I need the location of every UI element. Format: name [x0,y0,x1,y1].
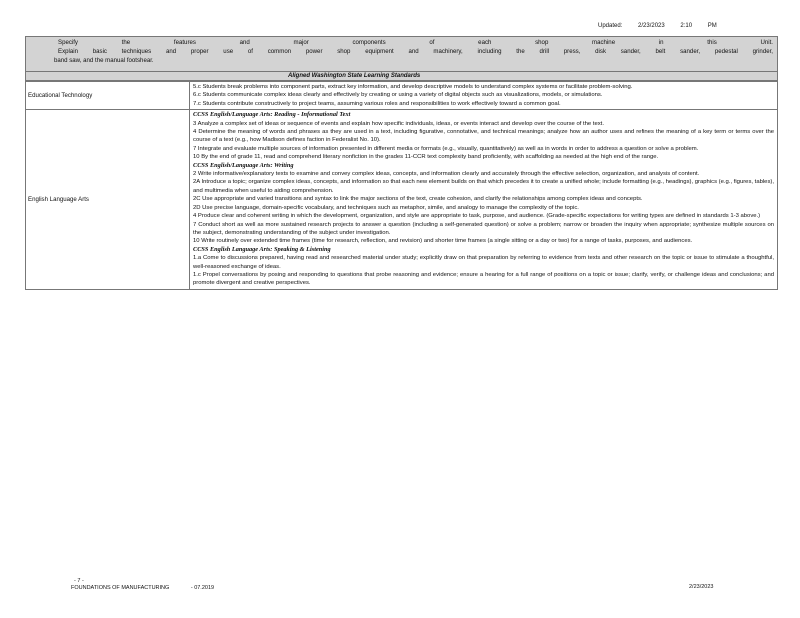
objective-item [30,47,773,56]
footer-date: 2/23/2023 [689,584,714,590]
footer-version: - 07.2019 [190,585,215,591]
objective-text: Explain basic techniques and proper use of common power shop equipment and machinery, including the drill press, disk sander, belt sander, pedestal grinder, [58,48,773,56]
standard-item: 2 Write informative/explanatory texts to examine and convey complex ideas, concepts, and information clearly and accurately through the effective selection, organization, and analysis of content. [193,171,700,178]
standard-item: 7 Conduct short as well as more sustained research projects to answer a question (including a self-generated question) or solve a problem; narrow or broaden the inquiry when appropriate; synthesize multiple sources on the subject, demonstrating understanding of the subject under investigation. [193,221,774,236]
standards-frame [25,36,778,290]
bullet-icon [30,47,58,56]
subject-cell: Educational Technology [26,82,190,110]
standard-item: 2D Use precise language, domain-specific vocabulary, and techniques such as metaphor, simile, and analogy to manage the complexity of the topic. [193,204,579,211]
standard-item: 3 Analyze a complex set of ideas or sequence of events and explain how specific individuals, ideas, or events interact and develop over the course of the text. [193,120,604,127]
page-number: - 7 - [74,578,84,584]
objectives-box [25,36,778,72]
footer-course-line [71,585,214,592]
standard-item: 1.c Propel conversations by posing and responding to questions that probe reasoning and evidence; ensure a hearing for a full range of positions on a topic or issue; clarify, verify, or challenge ideas and conclusions; and promote divergent and creative perspectives. [193,271,774,287]
objective-item [30,38,773,47]
standards-group-heading: CCSS English/Language Arts: Writing [193,161,294,169]
table-row [26,82,778,110]
standard-item: 7 Integrate and evaluate multiple sources of information presented in different media or formats (e.g., visually, quantitatively) as well as in words in order to address a question or solve a problem. [193,145,699,152]
updated-label: Updated: [598,23,623,29]
subject-cell: English Language Arts [26,110,190,290]
standard-item: 10 Write routinely over extended time frames (time for research, reflection, and revision) and shorter time frames (a single sitting or a day or two) for a range of tasks, purposes, and audiences. [193,238,693,245]
updated-time: 2:10 [680,23,693,29]
aligned-standards-heading [25,72,778,81]
updated-date: 2/23/2023 [638,23,665,29]
standard-item: 6.c Students communicate complex ideas clearly and effectively by creating or using a variety of digital objects such as visualizations, models, or simulations. [193,92,603,99]
bullet-icon [30,38,58,47]
standard-item: 7.c Students contribute constructively to project teams, assuming various roles and responsibilities to work effectively toward a common goal. [193,100,561,107]
standards-cell [190,110,778,290]
standard-item: 4 Determine the meaning of words and phrases as they are used in a text, including figurative, connotative, and technical meanings; analyze how an author uses and refines the meaning of a key term or terms over the course of a text (e.g., how Madison defines faction in Federalist No. 10). [193,129,774,144]
table-row [26,110,778,290]
standard-item: 4 Produce clear and coherent writing in which the development, organization, and style are appropriate to task, purpose, and audience. (Grade-specific expectations for writing types are defined in standards 1-3 above.) [193,213,761,220]
footer-left [71,578,214,592]
updated-ampm: PM [707,23,717,29]
footer-course: FOUNDATIONS OF MANUFACTURING [71,585,170,591]
standards-table [25,81,778,290]
standards-group-heading: CCSS English/Language Arts: Reading - Informational Text [193,111,351,119]
standard-item: 2A Introduce a topic; organize complex ideas, concepts, and information so that each new element builds on that which precedes it to create a unified whole; include formatting (e.g., headings), graphics (e.g., figures, tables), and multimedia when useful to aiding comprehension. [193,179,774,194]
objective-text: Specify the features and major components of each shop machine in this Unit. [58,39,773,46]
standards-cell [190,82,778,110]
standards-group-heading: CCSS English Language Arts: Speaking & Listening [193,245,331,253]
standard-item: 5.c Students break problems into component parts, extract key information, and develop descriptive models to understand complex systems or facilitate problem-solving. [193,84,633,90]
aligned-heading-text: Aligned Washington State Learning Standards [288,73,421,79]
standard-item: 1.a Come to discussions prepared, having read and researched material under study; explicitly draw on that preparation by referring to evidence from texts and other research on the topic or issue to stimulate a thoughtful, well-reasoned exchange of ideas. [193,255,774,270]
standard-item: 2C Use appropriate and varied transitions and syntax to link the major sections of the text, create cohesion, and clarify the relationships among complex ideas and concepts. [193,196,643,203]
updated-stamp [598,23,717,29]
standard-item: 10 By the end of grade 11, read and comprehend literary nonfiction in the grades 11-CCR text complexity band proficiently, with scaffolding as needed at the high end of the range. [193,154,659,161]
objective-continuation: band saw, and the manual footshear. [54,57,154,65]
